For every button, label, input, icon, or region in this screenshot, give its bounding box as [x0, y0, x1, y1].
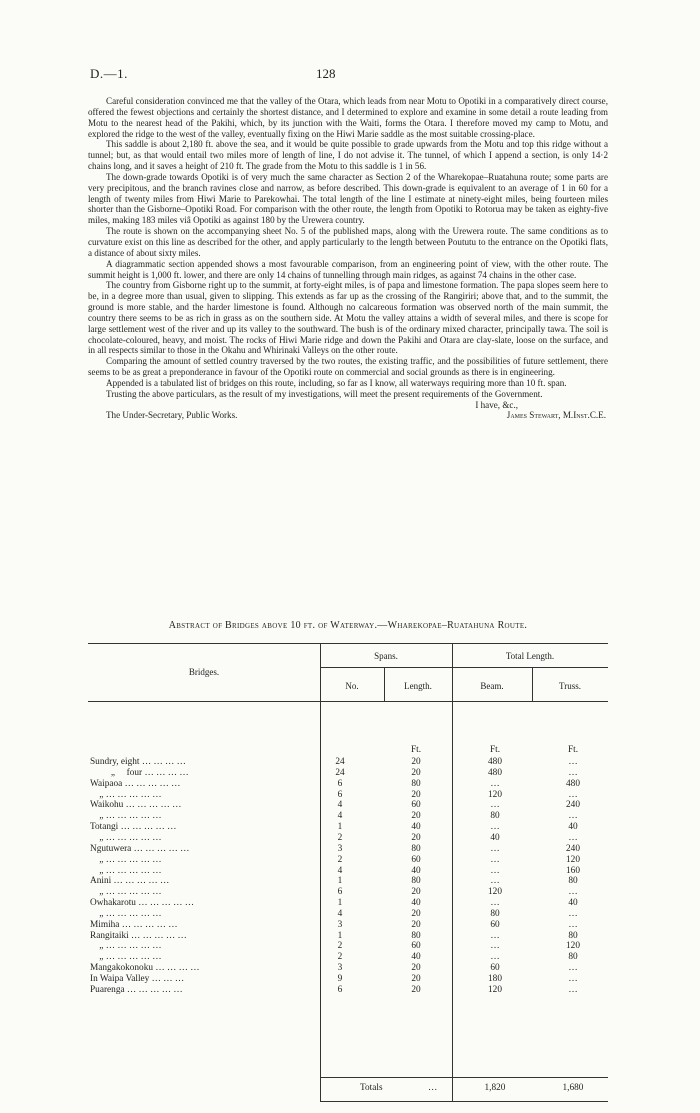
unit-length: Ft.	[410, 745, 422, 755]
table-cell-name: Mangakokonoku … … … …	[90, 963, 200, 974]
table-cell-name: Anini … … … … …	[90, 876, 170, 887]
table-cell-length: 40	[411, 865, 421, 876]
table-cell-beam: …	[490, 843, 500, 854]
table-cell-no: 2	[337, 952, 343, 963]
table-cell-no: 4	[337, 811, 343, 822]
header-beam: Beam.	[480, 681, 504, 691]
table-cell-length: 80	[411, 843, 421, 854]
bridges-table	[88, 643, 608, 1103]
signature: James Stewart, M.Inst.C.E.	[506, 410, 606, 421]
table-cell-no: 24	[335, 767, 345, 778]
table-cell-no: 9	[337, 974, 343, 984]
table-cell-length: 80	[411, 930, 421, 941]
table-cell-truss: 80	[568, 952, 578, 963]
table-cell-beam: …	[490, 865, 500, 876]
table-cell-no: 3	[337, 919, 343, 930]
header-truss: Truss.	[559, 681, 581, 691]
header-bridges: Bridges.	[188, 667, 220, 677]
table-cell-truss: 160	[566, 865, 580, 876]
totals-label: Totals	[360, 1083, 383, 1093]
salutation-row	[88, 400, 608, 411]
table-cell-name: „ four … … … …	[90, 767, 189, 778]
table-cell-truss: …	[568, 832, 578, 843]
table-cell-name: „ … … … … …	[90, 941, 162, 952]
document-reference: D.—1.	[90, 66, 128, 81]
table-cell-length: 40	[411, 952, 421, 963]
table-cell-name: „ … … … … …	[90, 952, 162, 963]
totals-dots: …	[428, 1083, 438, 1093]
table-cell-beam: 40	[490, 832, 500, 843]
table-cell-length: 20	[411, 887, 421, 898]
table-cell-length: 20	[411, 767, 421, 778]
table-cell-beam: 120	[488, 984, 502, 995]
table-cell-beam: 80	[490, 908, 500, 919]
table-cell-name: Totangi … … … … …	[90, 822, 177, 833]
table-cell-beam: …	[490, 854, 500, 865]
table-cell-no: 3	[337, 963, 343, 974]
table-cell-length: 60	[411, 854, 421, 865]
unit-beam: Ft.	[489, 745, 501, 755]
table-cell-beam: 120	[488, 887, 502, 898]
paragraph: Careful consideration convinced me that the valley of the Otara, which leads from near Motu to Opotiki in a comparatively direct course, offered the fewest objections and certainly the shortest distance, and I determined to explore and examine in some detail a route leading from Motu to the nearest head of the Pakihi, which, by its junction with the Waiti, forms the Otara. I therefore moved my camp to Motu, and explored the ridge to the west of the valley, eventually fixing on the Hiwi Marie saddle as the most suitable crossing-place.	[88, 96, 608, 139]
paragraph: A diagrammatic section appended shows a most favourable comparison, from an engineering point of view, with the other route. The summit height is 1,000 ft. lower, and there are only 14 chains of tunnelling through main ridges, as against 74 chains in the other case.	[88, 258, 608, 280]
column-rule	[452, 643, 453, 1101]
table-cell-name: „ … … … … …	[90, 887, 162, 898]
table-cell-name: Mimiha … … … … …	[90, 919, 178, 930]
table-cell-truss: …	[568, 984, 578, 995]
table-cell-truss: 480	[566, 778, 580, 789]
table-title: Abstract of Bridges above 10 ft. of Waterway.—Wharekopae–Ruatahuna Route.	[168, 620, 528, 631]
table-cell-beam: …	[490, 952, 500, 963]
addressee: The Under-Secretary, Public Works.	[106, 410, 238, 421]
table-cell-no: 24	[335, 757, 345, 767]
table-cell-no: 6	[337, 789, 343, 800]
table-cell-no: 1	[337, 898, 343, 909]
table-cell-name: Rangitaiki … … … … …	[90, 930, 187, 941]
table-cell-name: „ … … … … …	[90, 811, 162, 822]
table-cell-length: 60	[411, 800, 421, 811]
table-cell-length: 20	[411, 757, 421, 767]
table-cell-name: „ … … … … …	[90, 908, 162, 919]
header-spans: Spans.	[374, 651, 398, 661]
salutation: I have, &c.,	[475, 399, 518, 410]
header-mid-rule	[320, 667, 608, 668]
table-cell-no: 2	[337, 941, 343, 952]
table-cell-name: Puarenga … … … … …	[90, 984, 183, 995]
table-cell-no: 1	[337, 876, 343, 887]
table-cell-length: 40	[411, 822, 421, 833]
table-cell-truss: …	[568, 963, 578, 974]
table-cell-truss: …	[568, 887, 578, 898]
table-cell-name: Waikohu … … … … …	[90, 800, 182, 811]
table-cell-no: 6	[337, 778, 343, 789]
table-cell-name: Waipaoa … … … … …	[90, 778, 181, 789]
table-cell-beam: …	[490, 941, 500, 952]
table-cell-beam: …	[490, 822, 500, 833]
table-cell-name: „ … … … … …	[90, 789, 162, 800]
table-cell-length: 20	[411, 789, 421, 800]
table-cell-truss: …	[568, 811, 578, 822]
table-cell-no: 3	[337, 843, 343, 854]
header-total-length: Total Length.	[505, 651, 555, 661]
unit-truss: Ft.	[567, 745, 579, 755]
table-cell-truss: …	[568, 789, 578, 800]
table-cell-length: 20	[411, 974, 421, 984]
table-cell-length: 20	[411, 963, 421, 974]
table-cell-truss: 80	[568, 930, 578, 941]
table-cell-name: „ … … … … …	[90, 865, 162, 876]
table-cell-no: 4	[337, 865, 343, 876]
report-body	[88, 96, 608, 421]
table-cell-no: 2	[337, 854, 343, 865]
table-cell-truss: 240	[566, 843, 580, 854]
table-top-rule	[88, 643, 608, 644]
table-cell-length: 40	[411, 898, 421, 909]
table-cell-beam: …	[490, 876, 500, 887]
table-cell-beam: 480	[488, 767, 502, 778]
table-cell-beam: …	[490, 800, 500, 811]
table-cell-beam: …	[490, 898, 500, 909]
paragraph: The country from Gisborne right up to the summit, at forty-eight miles, is of papa and limestone formation. The papa slopes seem here to be, in a degree more than usual, given to slipping. This extends as far up as the crossing of the Rangiriri; above that, and to the summit, the ground is more stable, and the harder limestone is found. Although no calcareous formation was observed north of the main summit, the country there seems to be as rich in grass as on the southern side. At Motu the valley attains a width of several miles, and there is scope for large settlement west of the river and up its valley to the southward. The bush is of the ordinary mixed character, principally tawa. The soil is chocolate-coloured, heavy, and moist. The rocks of Hiwi Marie ridge and down the Pakihi and Otara are clay-slate, loose on the surface, and in all respects similar to those in the Okahu and Whirinaki Valleys on the other route.	[88, 280, 608, 356]
table-cell-length: 80	[411, 876, 421, 887]
table-cell-beam: 60	[490, 919, 500, 930]
totals-truss: 1,680	[562, 1083, 584, 1093]
table-cell-length: 20	[411, 832, 421, 843]
table-cell-beam: 480	[488, 757, 502, 767]
table-cell-beam: 80	[490, 811, 500, 822]
table-cell-no: 1	[337, 822, 343, 833]
table-cell-name: „ … … … … …	[90, 832, 162, 843]
table-cell-name: In Waipa Valley … … …	[90, 974, 185, 984]
table-cell-length: 20	[411, 984, 421, 995]
table-cell-truss: 40	[568, 822, 578, 833]
table-cell-no: 4	[337, 908, 343, 919]
table-cell-no: 6	[337, 887, 343, 898]
paragraph: Trusting the above particulars, as the result of my investigations, will meet the present requirements of the Government.	[106, 388, 543, 399]
table-cell-truss: …	[568, 974, 578, 984]
table-cell-length: 20	[411, 811, 421, 822]
table-cell-truss: …	[568, 767, 578, 778]
paragraph: The down-grade towards Opotiki is of very much the same character as Section 2 of the Wharekopae–Ruatahuna route; some parts are very precipitous, and the branch ravines close and narrow, as before described. This down-grade is equivalent to an average of 1 in 60 for a length of twenty miles from Hiwi Marie to Parekowhai. The total length of the line I estimate at ninety-eight miles, being fourteen miles shorter than the Gisborne–Opotiki Road. For comparison with the other route, the length from Opotiki to Rotorua may be taken as eighty-five miles, making 183 miles viâ Opotiki as against 180 by the Urewera country.	[88, 171, 608, 226]
table-cell-truss: …	[568, 919, 578, 930]
table-bottom-rule	[320, 1101, 608, 1102]
paragraph: The route is shown on the accompanying sheet No. 5 of the published maps, along with the Urewera route. The same conditions as to curvature exist on this line as described for the other, and apply particularly to the length between Poututu to the entrance on the Opotiki flats, a distance of about sixty miles.	[88, 226, 608, 258]
table-cell-name: Ngutuwera … … … … …	[90, 843, 190, 854]
table-cell-name: Sundry, eight … … … …	[90, 757, 186, 767]
table-cell-beam: 180	[488, 974, 502, 984]
table-cell-no: 2	[337, 832, 343, 843]
table-cell-truss: …	[568, 757, 578, 767]
signature-row	[88, 410, 608, 421]
table-cell-length: 20	[411, 908, 421, 919]
table-cell-beam: 120	[488, 789, 502, 800]
table-cell-no: 4	[337, 800, 343, 811]
table-cell-length: 20	[411, 919, 421, 930]
table-cell-name: Owhakarotu … … … … …	[90, 898, 195, 909]
totals-beam: 1,820	[484, 1083, 506, 1093]
header-length: Length.	[404, 681, 432, 691]
table-cell-no: 1	[337, 930, 343, 941]
table-cell-truss: 240	[566, 800, 580, 811]
totals-rule	[320, 1077, 608, 1078]
table-cell-name: „ … … … … …	[90, 854, 162, 865]
table-cell-truss: 80	[568, 876, 578, 887]
paragraph: Comparing the amount of settled country traversed by the two routes, the existing traffic, and the possibilities of future settlement, there seems to be as great a preponderance in favour of the Opotiki route on commercial and social grounds as there is in engineering.	[88, 356, 608, 378]
table-cell-truss: 120	[566, 941, 580, 952]
paragraph: Appended is a tabulated list of bridges on this route, including, so far as I know, all waterways requiring more than 10 ft. span.	[106, 377, 567, 388]
header-bottom-rule	[88, 701, 608, 702]
table-cell-beam: …	[490, 778, 500, 789]
table-cell-truss: …	[568, 908, 578, 919]
page-number: 128	[316, 66, 336, 81]
table-cell-beam: …	[490, 930, 500, 941]
table-cell-length: 60	[411, 941, 421, 952]
table-cell-beam: 60	[490, 963, 500, 974]
table-cell-length: 80	[411, 778, 421, 789]
table-cell-truss: 120	[566, 854, 580, 865]
table-cell-no: 6	[337, 984, 343, 995]
table-cell-truss: 40	[568, 898, 578, 909]
paragraph: This saddle is about 2,180 ft. above the sea, and it would be quite possible to grade upwards from the Motu and top this ridge without a tunnel; but, as that would entail two miles more of length of line, I do not advise it. The tunnel, of which I append a section, is only 14·2 chains long, and it saves a height of 210 ft. The grade from the Motu to this saddle is 1 in 56.	[88, 139, 608, 172]
header-no: No.	[345, 681, 359, 691]
